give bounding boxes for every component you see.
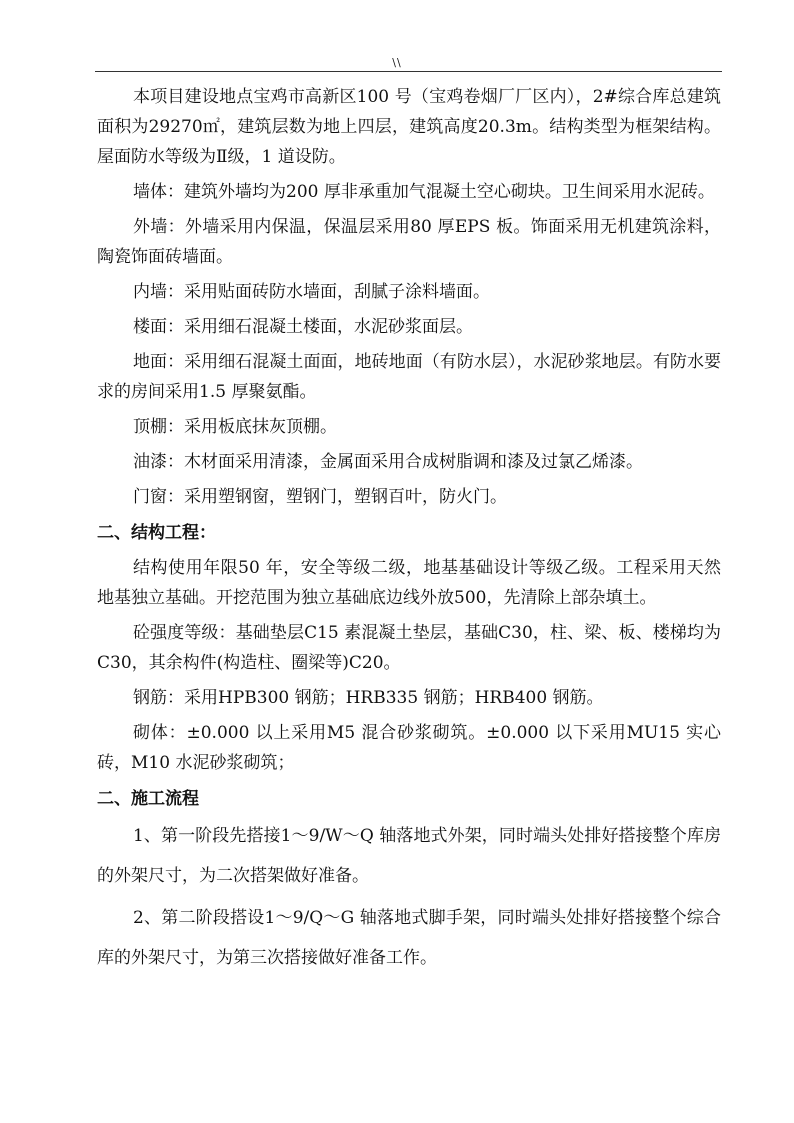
- paragraph-project-overview: 本项目建设地点宝鸡市高新区100 号（宝鸡卷烟厂厂区内），2#综合库总建筑面积为29270㎡，建筑层数为地上四层，建筑高度20.3m。结构类型为框架结构。屋面防水等级为Ⅱ级，1 道设防。: [97, 87, 721, 167]
- section-heading-structure: 二、结构工程：: [97, 523, 216, 543]
- paragraph-ceiling: 顶棚：采用板底抹灰顶棚。: [133, 417, 337, 437]
- paragraph-floors: 楼面：采用细石混凝土楼面，水泥砂浆面层。: [133, 317, 473, 337]
- section-heading-construction-flow: 二、施工流程: [97, 789, 199, 809]
- paragraph-stage-two: 2、第二阶段搭设1～9/Q～G 轴落地式脚手架，同时端头处排好搭接整个综合库的外架尺寸，为第三次搭接做好准备工作。: [97, 908, 721, 968]
- paragraph-rebar: 钢筋：采用HPB300 钢筋；HRB335 钢筋；HRB400 钢筋。: [133, 688, 604, 708]
- document-body: [97, 82, 721, 978]
- paragraph-masonry: 砌体：±0.000 以上采用M5 混合砂浆砌筑。±0.000 以下采用MU15 实心砖，M10 水泥砂浆砌筑；: [97, 723, 721, 773]
- paragraph-ground: 地面：采用细石混凝土面面，地砖地面（有防水层），水泥砂浆地层。有防水要求的房间采用1.5 厚聚氨酯。: [97, 352, 721, 402]
- paragraph-walls: 墙体：建筑外墙均为200 厚非承重加气混凝土空心砌块。卫生间采用水泥砖。: [133, 182, 715, 202]
- page-header-mark: \\: [392, 56, 402, 69]
- header-divider: [95, 71, 722, 72]
- paragraph-doors-windows: 门窗：采用塑钢窗，塑钢门，塑钢百叶，防火门。: [133, 487, 507, 507]
- paragraph-stage-one: 1、第一阶段先搭接1～9/W～Q 轴落地式外架，同时端头处排好搭接整个库房的外架尺寸，为二次搭架做好准备。: [97, 826, 721, 886]
- paragraph-exterior-walls: 外墙：外墙采用内保温，保温层采用80 厚EPS 板。饰面采用无机建筑涂料，陶瓷饰面砖墙面。: [97, 217, 721, 267]
- paragraph-interior-walls: 内墙：采用贴面砖防水墙面，刮腻子涂料墙面。: [133, 282, 490, 302]
- paragraph-paint: 油漆：木材面采用清漆，金属面采用合成树脂调和漆及过氯乙烯漆。: [133, 452, 643, 472]
- paragraph-concrete-grade: 砼强度等级：基础垫层C15 素混凝土垫层，基础C30，柱、梁、板、楼梯均为C30，其余构件(构造柱、圈梁等)C20。: [97, 623, 721, 673]
- paragraph-structure-life: 结构使用年限50 年，安全等级二级，地基基础设计等级乙级。工程采用天然地基独立基础。开挖范围为独立基础底边线外放500，先清除上部杂填土。: [97, 558, 721, 608]
